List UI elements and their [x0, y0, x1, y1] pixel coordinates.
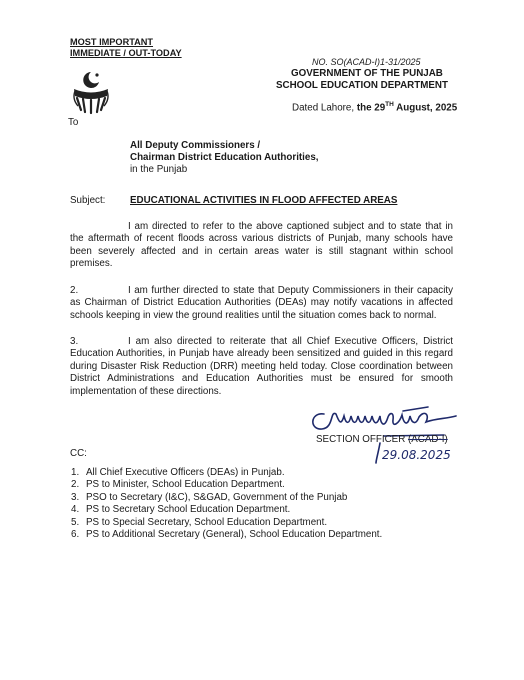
cc-item-number: 4. [71, 504, 80, 516]
cc-item [71, 517, 382, 529]
cc-item-number: 1. [71, 467, 80, 478]
cc-item [71, 504, 382, 516]
date-prefix: Dated Lahore, [292, 102, 357, 114]
date-ordinal: TH [385, 101, 394, 108]
cc-item-number: 5. [71, 516, 80, 528]
section-officer-designation: SECTION OFFICER (ACAD-I) [316, 434, 448, 445]
government-name: GOVERNMENT OF THE PUNJAB [291, 68, 443, 79]
cc-item-number: 3. [71, 491, 80, 503]
paragraph-3-number: 3. [70, 336, 79, 347]
cc-label: CC: [70, 448, 87, 459]
cc-item [71, 479, 382, 491]
cc-item-text: PS to Additional Secretary (General), School Education Department. [86, 529, 383, 541]
date-day: the 29 [356, 102, 386, 114]
reference-number: NO. SO(ACAD-I)1-31/2025 [312, 57, 421, 67]
paragraph-2-text: I am further directed to state that Deputy Commissioners in their capacity as Chairman of District Education Authorities (DEAs) may notify vacations in affected schools keeping in view the ground realities until the situation comes back to normal. [70, 285, 453, 321]
date-month-year: August, 2025 [393, 102, 458, 114]
date-line [292, 99, 457, 114]
cc-item-text: PS to Minister, School Education Department. [86, 479, 285, 491]
cc-item-text: All Chief Executive Officers (DEAs) in Punjab. [86, 467, 285, 478]
paragraph-2 [70, 285, 453, 322]
paragraph-3-text: I am also directed to reiterate that all Chief Executive Officers, District Education Authorities, in Punjab have already been sensitized and guided in this regard during Disaster Risk Reduction (DRR) meeting held today. Close coordination between District Administrations and Education Authorities must be ensured for smooth implementation of these directions. [70, 336, 453, 397]
paragraph-3 [70, 336, 453, 398]
department-name: SCHOOL EDUCATION DEPARTMENT [276, 80, 448, 91]
handwritten-date: 29.08.2025 [382, 448, 451, 462]
cc-item-text: PS to Special Secretary, School Education Department. [86, 516, 328, 528]
signature-mark [306, 402, 471, 464]
cc-item-text: PS to Secretary School Education Department. [86, 504, 291, 516]
cc-item [71, 492, 382, 504]
subject-label: Subject: [70, 195, 106, 206]
recipient-line-2: Chairman District Education Authorities, [130, 152, 319, 163]
paragraph-2-number: 2. [70, 285, 79, 296]
priority-label: MOST IMPORTANT [70, 37, 154, 47]
cc-item [71, 467, 382, 479]
cc-item-number: 2. [71, 479, 80, 491]
cc-item-number: 6. [71, 529, 80, 541]
to-label: To [68, 117, 79, 128]
recipient-line-3: in the Punjab [130, 164, 188, 175]
paragraph-1: I am directed to refer to the above captioned subject and to state that in the aftermath of recent floods across various districts of Punjab, many schools have been severely affected and in certain areas water is still stagnant within school premises. [70, 221, 453, 270]
subject-text: EDUCATIONAL ACTIVITIES IN FLOOD AFFECTED AREAS [130, 195, 398, 206]
cc-item-text: PSO to Secretary (I&C), S&GAD, Government of the Punjab [86, 491, 348, 503]
punjab-government-emblem-icon [69, 69, 113, 115]
recipient-line-1: All Deputy Commissioners / [130, 140, 261, 151]
delivery-label: IMMEDIATE / OUT-TODAY [70, 48, 182, 58]
cc-item [71, 529, 382, 541]
cc-list [71, 467, 382, 541]
